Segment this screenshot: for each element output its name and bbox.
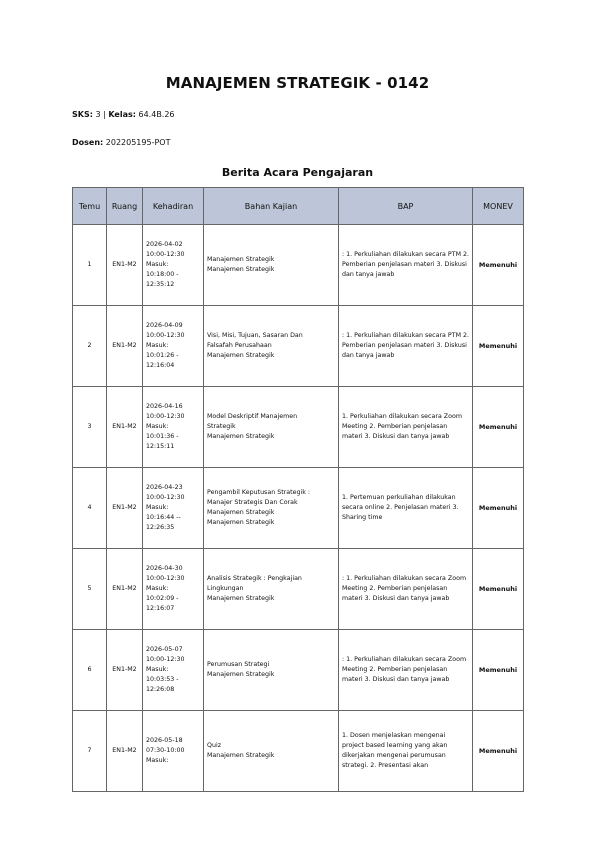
table-header-row [73, 188, 524, 225]
kehadiran-cell-line: 2026-04-23 [146, 483, 183, 491]
header-temu: Temu [73, 188, 107, 225]
kehadiran-cell-line: Masuk: [146, 260, 169, 268]
bap-cell: : 1. Perkuliahan dilakukan secara PTM 2. Pemberian penjelasan materi 3. Diskusi dan tanya jawab [339, 225, 473, 306]
teaching-record-table [72, 187, 524, 792]
monev-cell: Memenuhi [473, 549, 524, 630]
header-bahan-kajian: Bahan Kajian [204, 188, 339, 225]
dosen-label: Dosen: [72, 138, 104, 147]
bap-cell: : 1. Perkuliahan dilakukan secara PTM 2. Pemberian penjelasan materi 3. Diskusi dan tanya jawab [339, 306, 473, 387]
table-row [73, 711, 524, 792]
table-row [73, 630, 524, 711]
bahan-kajian-cell-line: Perumusan Strategi [207, 660, 270, 668]
bap-cell: : 1. Perkuliahan dilakukan secara Zoom Meeting 2. Pemberian penjelasan materi 3. Diskusi dan tanya jawab [339, 630, 473, 711]
kehadiran-cell-line: 07:30-10:00 [146, 746, 185, 754]
bahan-kajian-cell [204, 468, 339, 549]
kehadiran-cell-line: 12:35:12 [146, 281, 175, 289]
ruang-cell: EN1-M2 [107, 225, 143, 306]
header-kehadiran: Kehadiran [143, 188, 204, 225]
kehadiran-cell-line: 2026-05-07 [146, 645, 183, 653]
ruang-cell: EN1-M2 [107, 306, 143, 387]
kehadiran-cell-line: 10:00-12:30 [146, 655, 185, 663]
kehadiran-cell-line: 2026-04-30 [146, 564, 183, 572]
kehadiran-cell-line: 10:00-12:30 [146, 250, 185, 258]
kehadiran-cell-line: 10:01:36 - [146, 433, 179, 441]
bahan-kajian-cell-line: Analisis Strategik : Pengkajian [207, 574, 302, 582]
bahan-kajian-cell-line: Manajemen Strategik [207, 433, 275, 441]
kehadiran-cell-line: 10:18:00 - [146, 271, 179, 279]
bahan-kajian-cell-line: Pengambil Keputusan Strategik : [207, 488, 310, 496]
kehadiran-cell-line: Masuk: [146, 503, 169, 511]
kehadiran-cell-line: 10:00-12:30 [146, 574, 185, 582]
kehadiran-cell-line: 12:26:08 [146, 686, 175, 694]
bap-cell: 1. Dosen menjelaskan mengenai project based learning yang akan dikerjakan mengenai perumusan strategi. 2. Presentasi akan [339, 711, 473, 792]
kehadiran-cell [143, 306, 204, 387]
temu-cell: 7 [73, 711, 107, 792]
bahan-kajian-cell [204, 549, 339, 630]
kelas-value: 64.4B.26 [138, 110, 175, 119]
bahan-kajian-cell-line: Lingkungan [207, 584, 244, 592]
kehadiran-cell-line: 2026-04-09 [146, 321, 183, 329]
kehadiran-cell [143, 549, 204, 630]
temu-cell: 6 [73, 630, 107, 711]
kelas-label: Kelas: [108, 110, 136, 119]
bahan-kajian-cell [204, 630, 339, 711]
kehadiran-cell-line: 10:00-12:30 [146, 493, 185, 501]
kehadiran-cell-line: Masuk: [146, 584, 169, 592]
kehadiran-cell-line: Masuk: [146, 757, 169, 765]
monev-cell: Memenuhi [473, 630, 524, 711]
kehadiran-cell [143, 387, 204, 468]
kehadiran-cell-line: 2026-05-18 [146, 736, 183, 744]
bahan-kajian-cell [204, 306, 339, 387]
kehadiran-cell [143, 225, 204, 306]
temu-cell: 1 [73, 225, 107, 306]
bahan-kajian-cell-line: Manajemen Strategik [207, 255, 275, 263]
sks-value: 3 [95, 110, 101, 119]
table-row [73, 225, 524, 306]
bap-cell: : 1. Perkuliahan dilakukan secara Zoom Meeting 2. Pemberian penjelasan materi 3. Diskusi dan tanya jawab [339, 549, 473, 630]
kehadiran-cell-line: Masuk: [146, 341, 169, 349]
temu-cell: 3 [73, 387, 107, 468]
header-bap: BAP [339, 188, 473, 225]
temu-cell: 2 [73, 306, 107, 387]
ruang-cell: EN1-M2 [107, 387, 143, 468]
kehadiran-cell-line: Masuk: [146, 422, 169, 430]
header-monev: MONEV [473, 188, 524, 225]
kehadiran-cell-line: 12:16:07 [146, 605, 175, 613]
kehadiran-cell-line: 2026-04-16 [146, 402, 183, 410]
kehadiran-cell-line: Masuk: [146, 665, 169, 673]
bahan-kajian-cell-line: Visi, Misi, Tujuan, Sasaran Dan [207, 331, 303, 339]
section-title: Berita Acara Pengajaran [221, 166, 374, 179]
kehadiran-cell-line: 10:16:44 -- [146, 514, 181, 522]
bahan-kajian-cell [204, 711, 339, 792]
monev-cell: Memenuhi [473, 711, 524, 792]
kehadiran-cell-line: 10:00-12:30 [146, 331, 185, 339]
bahan-kajian-cell-line: Strategik [207, 422, 236, 430]
ruang-cell: EN1-M2 [107, 711, 143, 792]
bahan-kajian-cell-line: Manajemen Strategik [207, 509, 275, 516]
bahan-kajian-cell-line: Manajemen Strategik [207, 595, 275, 603]
bahan-kajian-cell-line: Manajemen Strategik [207, 671, 275, 678]
bahan-kajian-cell-line: Quiz [207, 741, 222, 749]
bahan-kajian-cell-line: Manajer Strategis Dan Corak [207, 498, 298, 506]
separator: | [103, 110, 106, 119]
kehadiran-cell [143, 711, 204, 792]
bahan-kajian-cell-line: Manajemen Strategik [207, 752, 275, 759]
bahan-kajian-cell [204, 387, 339, 468]
bahan-kajian-cell-line: Falsafah Perusahaan [207, 341, 272, 349]
temu-cell: 4 [73, 468, 107, 549]
temu-cell: 5 [73, 549, 107, 630]
kehadiran-cell-line: 12:15:11 [146, 443, 175, 451]
kehadiran-cell-line: 2026-04-02 [146, 240, 183, 248]
lecturer-info [72, 138, 170, 147]
document-title: MANAJEMEN STRATEGIK - 0142 [165, 74, 430, 92]
table-row [73, 468, 524, 549]
sks-label: SKS: [72, 110, 93, 119]
bap-cell: 1. Perkuliahan dilakukan secara Zoom Meeting 2. Pemberian penjelasan materi 3. Diskusi dan tanya jawab [339, 387, 473, 468]
kehadiran-cell-line: 10:01:26 - [146, 352, 179, 360]
table-row [73, 306, 524, 387]
bahan-kajian-cell-line: Manajemen Strategik [207, 352, 275, 360]
kehadiran-cell-line: 10:00-12:30 [146, 412, 185, 420]
header-ruang: Ruang [107, 188, 143, 225]
kehadiran-cell-line: 12:26:35 [146, 524, 175, 532]
kehadiran-cell-line: 10:02:09 - [146, 595, 179, 603]
kehadiran-cell [143, 630, 204, 711]
bahan-kajian-cell-line: Manajemen Strategik [207, 519, 275, 527]
monev-cell: Memenuhi [473, 387, 524, 468]
ruang-cell: EN1-M2 [107, 630, 143, 711]
ruang-cell: EN1-M2 [107, 468, 143, 549]
table-row [73, 549, 524, 630]
kehadiran-cell-line: 12:16:04 [146, 362, 175, 370]
bahan-kajian-cell-line: Model Deskriptif Manajemen [207, 412, 298, 420]
monev-cell: Memenuhi [473, 306, 524, 387]
dosen-value: 202205195-POT [105, 138, 171, 147]
monev-cell: Memenuhi [473, 468, 524, 549]
kehadiran-cell [143, 468, 204, 549]
table-row [73, 387, 524, 468]
bahan-kajian-cell [204, 225, 339, 306]
kehadiran-cell-line: 10:03:53 - [146, 676, 179, 684]
ruang-cell: EN1-M2 [107, 549, 143, 630]
monev-cell: Memenuhi [473, 225, 524, 306]
bap-cell: 1. Pertemuan perkuliahan dilakukan secara online 2. Penjelasan materi 3. Sharing time [339, 468, 473, 549]
course-info [72, 110, 175, 119]
bahan-kajian-cell-line: Manajemen Strategik [207, 266, 275, 273]
